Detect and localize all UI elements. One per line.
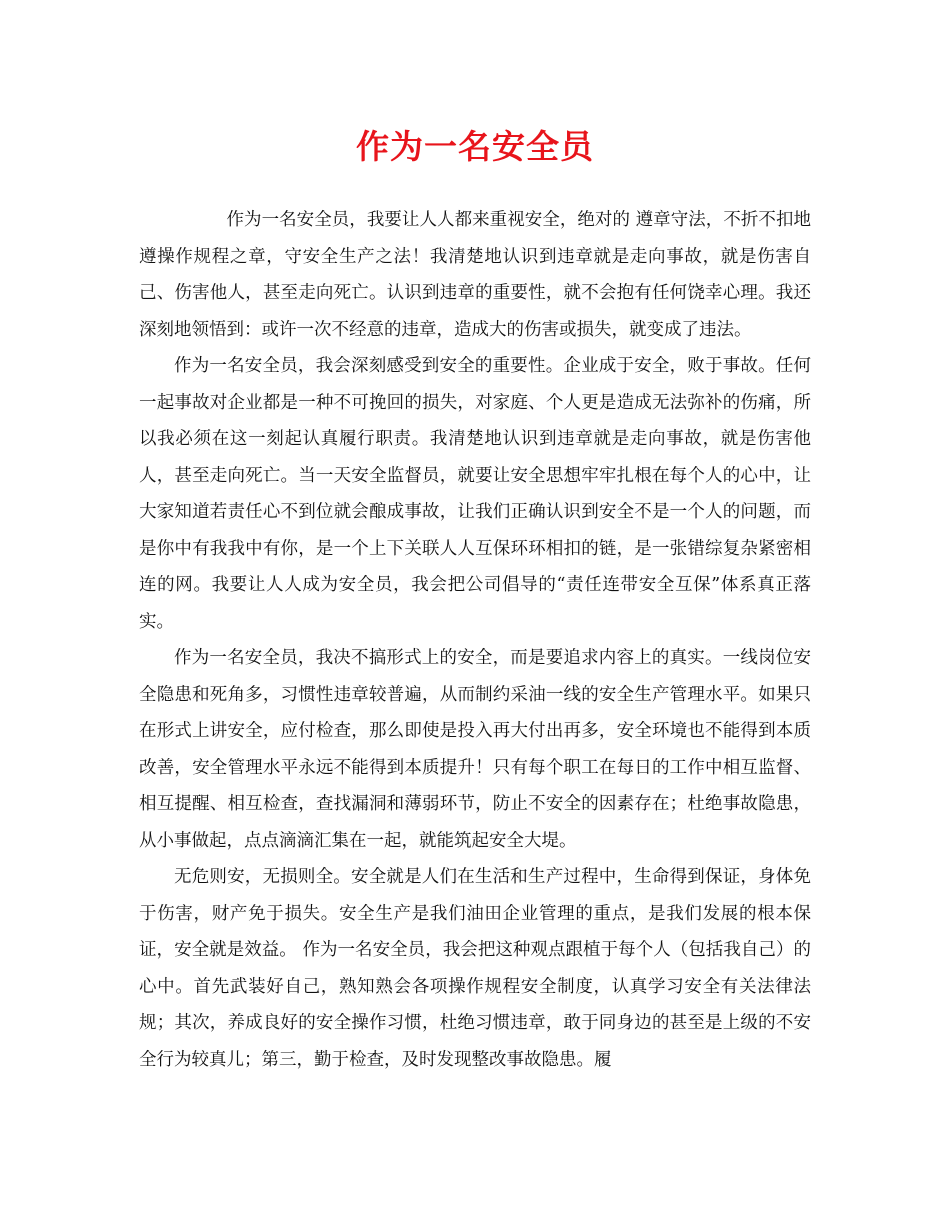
paragraph-1: 作为一名安全员，我要让人人都来重视安全，绝对的 遵章守法，不折不扣地遵操作规程之章，守安全生产之法！我清楚地认识到违章就是走向事故，就是伤害自己、伤害他人，甚至走向死亡。认识到违章的重要性，就不会抱有任何饶幸心理。我还深刻地领悟到：或许一次不经意的违章，造成大的伤害或损失，就变成了违法。 [139, 210, 811, 340]
paragraph-2: 作为一名安全员，我会深刻感受到安全的重要性。企业成于安全，败于事故。任何一起事故对企业都是一种不可挽回的损失，对家庭、个人更是造成无法弥补的伤痛，所以我必须在这一刻起认真履行职责。我清楚地认识到违章就是走向事故，就是伤害他人，甚至走向死亡。当一天安全监督员，就要让安全思想牢牢扎根在每个人的心中，让大家知道若责任心不到位就会酿成事故，让我们正确认识到安全不是一个人的问题，而是你中有我我中有你，是一个上下关联人人互保环环相扣的链，是一张错综复杂紧密相连的网。我要让人人成为安全员，我会把公司倡导的“责任连带安全互保”体系真正落实。 [139, 356, 811, 632]
document-title: 作为一名安全员 [356, 127, 594, 166]
paragraph-3: 作为一名安全员，我决不搞形式上的安全，而是要追求内容上的真实。一线岗位安全隐患和死角多，习惯性违章较普遍，从而制约采油一线的安全生产管理水平。如果只在形式上讲安全，应付检查，那么即使是投入再大付出再多，安全环境也不能得到本质改善，安全管理水平永远不能得到本质提升！只有每个职工在每日的工作中相互监督、相互提醒、相互检查，查找漏洞和薄弱环节，防止不安全的因素存在；杜绝事故隐患，从小事做起，点点滴滴汇集在一起，就能筑起安全大堤。 [139, 648, 811, 851]
document-body [139, 202, 811, 1078]
paragraph-4: 无危则安，无损则全。安全就是人们在生活和生产过程中，生命得到保证，身体免于伤害，财产免于损失。安全生产是我们油田企业管理的重点，是我们发展的根本保证，安全就是效益。 作为一名安全员，我会把这种观点跟植于每个人（包括我自己）的心中。首先武装好自己，熟知熟会各项操作规程安全制度，认真学习安全有关法律法规；其次，养成良好的安全操作习惯，杜绝习惯违章，敢于同身边的甚至是上级的不安全行为较真儿；第三，勤于检查，及时发现整改事故隐患。履 [139, 867, 811, 1070]
